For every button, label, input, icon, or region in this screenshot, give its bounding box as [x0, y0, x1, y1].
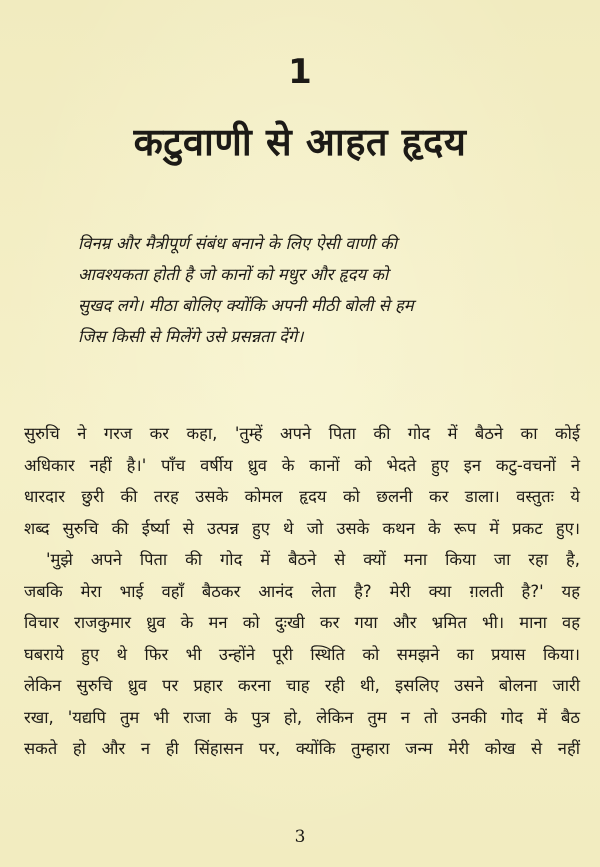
body-line: सुरुचि ने गरज कर कहा, 'तुम्हें अपने पिता की गोद में बैठने का कोई [24, 424, 580, 443]
epigraph-line: जिस किसी से मिलेंगे उसे प्रसन्नता देंगे। [78, 327, 304, 346]
body-line: धारदार छुरी की तरह उसके कोमल हृदय को छलनी कर डाला। वस्तुतः ये [24, 487, 580, 506]
body-text [24, 418, 580, 765]
body-line: जबकि मेरा भाई वहाँ बैठकर आनंद लेता है? मेरी क्या ग़लती है?' यह [24, 581, 580, 601]
body-line: सकते हो और न ही सिंहासन पर, क्योंकि तुम्हारा जन्म मेरी कोख से नहीं [24, 739, 580, 758]
epigraph [78, 228, 540, 352]
epigraph-line: सुखद लगे। मीठा बोलिए क्योंकि अपनी मीठी बोली से हम [78, 296, 414, 315]
page-number: 3 [294, 827, 306, 847]
epigraph-line: विनम्र और मैत्रीपूर्ण संबंध बनाने के लिए ऐसी वाणी की [78, 234, 397, 253]
body-line: विचार राजकुमार ध्रुव के मन को दुःखी कर गया और भ्रमित भी। माना वह [24, 613, 580, 632]
body-line: 'मुझे अपने पिता की गोद में बैठने से क्यों मना किया जा रहा है, [46, 550, 580, 569]
body-line: घबराये हुए थे फिर भी उन्होंने पूरी स्थिति को समझने का प्रयास किया। [24, 644, 580, 664]
body-line: अधिकार नहीं है।' पाँच वर्षीय ध्रुव के कानों को भेदते हुए इन कटु-वचनों ने [24, 455, 580, 475]
chapter-title: कटुवाणी से आहत हृदय [133, 120, 467, 164]
body-line: शब्द सुरुचि की ईर्ष्या से उत्पन्न हुए थे जो उसके कथन के रूप में प्रकट हुए। [24, 518, 580, 538]
body-line: लेकिन सुरुचि ध्रुव पर प्रहार करना चाह रही थी, इसलिए उसने बोलना जारी [24, 676, 580, 695]
epigraph-line: आवश्यकता होती है जो कानों को मधुर और हृदय को [78, 265, 389, 284]
chapter-number: 1 [288, 52, 312, 92]
body-line: रखा, 'यद्यपि तुम भी राजा के पुत्र हो, लेकिन तुम न तो उनकी गोद में बैठ [24, 707, 580, 727]
